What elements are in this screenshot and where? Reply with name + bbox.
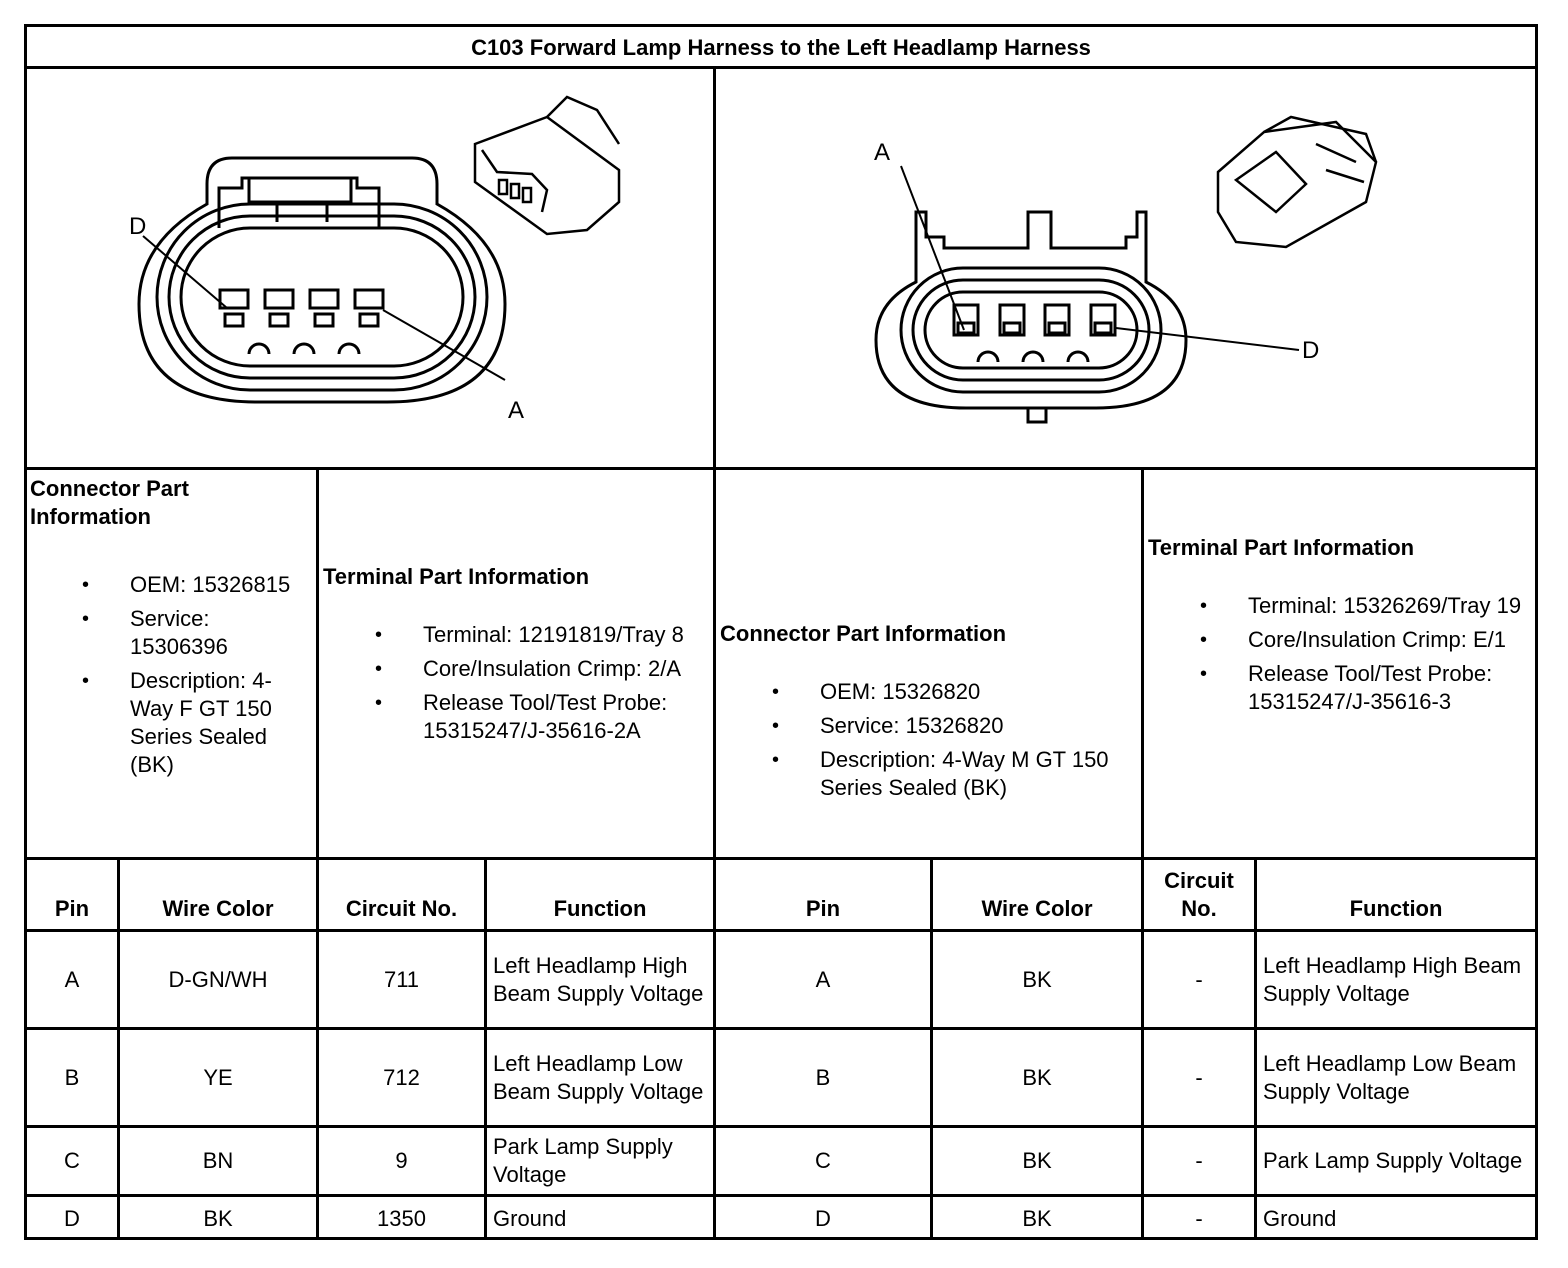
connector-isometric-icon [475,97,619,234]
table-cell: Left Headlamp High Beam Supply Voltage [1263,952,1522,1006]
table-cell: 1350 [377,1205,426,1231]
page-title: C103 Forward Lamp Harness to the Left Headlamp Harness [27,27,1535,69]
terminal-crimp: • Core/Insulation Crimp: 2/A [323,655,711,683]
table-cell: - [1195,1148,1203,1173]
terminal-release-tool: • Release Tool/Test Probe: 15315247/J-35616-2A [323,689,711,745]
table-cell: 9 [395,1148,408,1173]
table-cell: BK [203,1205,233,1231]
table-cell: A [815,966,831,992]
table-cell: C [64,1148,80,1173]
pin-label-d-male: D [1302,337,1320,364]
header-function-male: Function [1349,896,1443,921]
pin-label-a: A [508,397,525,424]
connector-oem-male: • OEM: 15326820 [720,678,1138,706]
connector-description-male: • Description: 4-Way M GT 150 Series Sealed (BK) [720,746,1138,802]
terminal-number-male: • Terminal: 15326269/Tray 19 [1148,592,1532,620]
pin-label-d: D [129,213,147,240]
table-cell: 711 [383,966,420,992]
table-cell: - [1195,966,1203,992]
connector-service: • Service: 15306396 [30,605,310,661]
table-cell: Ground [1263,1205,1337,1231]
table-cell: BK [1022,1064,1052,1090]
table-cell: C [815,1148,831,1173]
terminal-info-heading-male: Terminal Part Information [1148,535,1415,560]
table-cell: BK [1022,966,1052,992]
terminal-crimp-male: • Core/Insulation Crimp: E/1 [1148,626,1532,654]
table-cell: D [64,1205,80,1231]
pin-label-a-male: A [874,139,891,166]
table-cell: - [1195,1064,1203,1090]
table-cell: D [815,1205,831,1231]
table-cell: YE [203,1064,233,1090]
connector-oem: • OEM: 15326815 [30,571,310,599]
header-pin: Pin [54,896,90,921]
table-cell: Left Headlamp High Beam Supply Voltage [493,952,704,1006]
header-circuit-no: Circuit No. [345,896,458,921]
connector-description: • Description: 4-Way F GT 150 Series Sealed (BK) [30,667,310,779]
connector-isometric-icon-male [1218,117,1376,247]
header-pin-male: Pin [805,896,841,921]
female-connector-drawing [27,72,713,467]
table-cell: B [64,1064,80,1090]
header-circuit-no-male: Circuit No. [1164,868,1234,921]
terminal-number: • Terminal: 12191819/Tray 8 [323,621,711,649]
table-cell: BK [1022,1205,1052,1231]
table-cell: Park Lamp Supply Voltage [493,1134,673,1187]
terminal-info-heading: Terminal Part Information [323,564,590,589]
male-connector-drawing [716,72,1535,467]
pin-cavities [220,290,383,354]
table-cell: D-GN/WH [168,966,268,992]
table-cell: A [64,966,80,992]
connector-sheet [24,24,1538,1240]
table-cell: Ground [493,1205,567,1231]
left-terminal-info [323,563,711,745]
connector-info-heading-male: Connector Part Information [720,621,1007,646]
table-cell: 712 [383,1064,420,1090]
right-terminal-info [1148,534,1532,716]
table-cell: - [1195,1205,1203,1231]
table-cell: Left Headlamp Low Beam Supply Voltage [493,1050,704,1104]
right-connector-info [720,620,1138,802]
terminal-release-tool-male: • Release Tool/Test Probe: 15315247/J-35616-3 [1148,660,1532,716]
table-cell: Park Lamp Supply Voltage [1263,1148,1523,1173]
table-cell: BN [202,1148,234,1173]
left-connector-info [30,475,310,779]
connector-info-heading: Connector Part Information [30,476,189,529]
table-cell: Left Headlamp Low Beam Supply Voltage [1263,1050,1517,1104]
header-function: Function [553,896,647,921]
pin-cavities-male [954,305,1115,362]
connector-service-male: • Service: 15326820 [720,712,1138,740]
table-cell: BK [1022,1148,1052,1173]
table-cell: B [815,1064,831,1090]
header-wire-color: Wire Color [162,896,274,921]
header-wire-color-male: Wire Color [981,896,1093,921]
